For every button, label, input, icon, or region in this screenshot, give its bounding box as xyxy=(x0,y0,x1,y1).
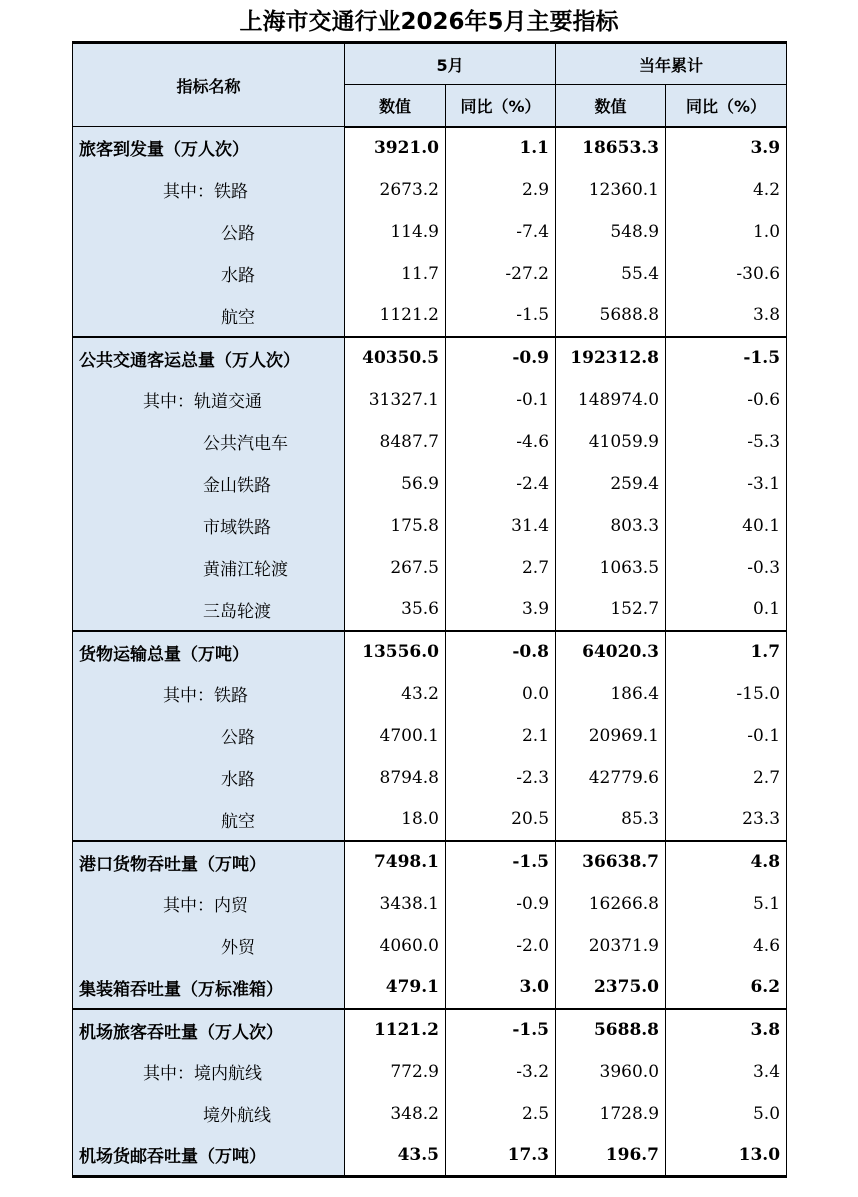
month-value: 43.2 xyxy=(345,673,446,715)
ytd-value: 1728.9 xyxy=(556,1093,666,1135)
month-yoy: 17.3 xyxy=(446,1135,556,1177)
month-value-header: 数值 xyxy=(345,85,446,127)
ytd-yoy: -0.3 xyxy=(666,547,787,589)
ytd-yoy: 2.7 xyxy=(666,757,787,799)
month-yoy: 2.5 xyxy=(446,1093,556,1135)
indicator-name: 其中：内贸 xyxy=(73,883,345,925)
table-row xyxy=(73,715,787,757)
ytd-value: 3960.0 xyxy=(556,1051,666,1093)
month-value: 1121.2 xyxy=(345,295,446,337)
month-yoy: -1.5 xyxy=(446,1009,556,1051)
month-value: 267.5 xyxy=(345,547,446,589)
ytd-yoy-header: 同比（%） xyxy=(666,85,787,127)
ytd-yoy: 4.6 xyxy=(666,925,787,967)
month-yoy: -0.8 xyxy=(446,631,556,673)
ytd-yoy: -3.1 xyxy=(666,463,787,505)
indicator-name: 其中：境内航线 xyxy=(73,1051,345,1093)
ytd-value: 20371.9 xyxy=(556,925,666,967)
ytd-value: 42779.6 xyxy=(556,757,666,799)
ytd-yoy: -15.0 xyxy=(666,673,787,715)
ytd-value: 192312.8 xyxy=(556,337,666,379)
month-value: 4060.0 xyxy=(345,925,446,967)
table-header xyxy=(73,43,787,127)
indicators-table xyxy=(72,41,787,1178)
ytd-yoy: -1.5 xyxy=(666,337,787,379)
indicator-name: 航空 xyxy=(73,295,345,337)
table-row xyxy=(73,337,787,379)
indicator-name: 机场货邮吞吐量（万吨） xyxy=(73,1135,345,1177)
month-yoy: 20.5 xyxy=(446,799,556,841)
ytd-yoy: 4.2 xyxy=(666,169,787,211)
page-title: 上海市交通行业2026年5月主要指标 xyxy=(239,9,619,35)
month-yoy: -0.9 xyxy=(446,337,556,379)
table-row xyxy=(73,169,787,211)
table-row xyxy=(73,757,787,799)
indicator-name: 外贸 xyxy=(73,925,345,967)
month-yoy: -27.2 xyxy=(446,253,556,295)
table-row xyxy=(73,421,787,463)
table-row xyxy=(73,463,787,505)
month-yoy: 2.1 xyxy=(446,715,556,757)
table-row xyxy=(73,505,787,547)
ytd-yoy: -0.1 xyxy=(666,715,787,757)
ytd-value: 20969.1 xyxy=(556,715,666,757)
ytd-yoy: 5.0 xyxy=(666,1093,787,1135)
indicator-name: 市域铁路 xyxy=(73,505,345,547)
month-value: 3921.0 xyxy=(345,127,446,169)
ytd-yoy: 3.8 xyxy=(666,1009,787,1051)
month-yoy: 2.7 xyxy=(446,547,556,589)
month-yoy: -1.5 xyxy=(446,295,556,337)
month-yoy: 3.0 xyxy=(446,967,556,1009)
ytd-value: 5688.8 xyxy=(556,295,666,337)
month-value: 40350.5 xyxy=(345,337,446,379)
table-row xyxy=(73,253,787,295)
indicator-name: 集装箱吞吐量（万标准箱） xyxy=(73,967,345,1009)
indicator-name: 金山铁路 xyxy=(73,463,345,505)
ytd-yoy: -0.6 xyxy=(666,379,787,421)
ytd-value: 152.7 xyxy=(556,589,666,631)
month-value: 4700.1 xyxy=(345,715,446,757)
ytd-yoy: 0.1 xyxy=(666,589,787,631)
table-row xyxy=(73,1135,787,1177)
ytd-value: 85.3 xyxy=(556,799,666,841)
month-value: 479.1 xyxy=(345,967,446,1009)
indicator-name: 公路 xyxy=(73,211,345,253)
month-value: 11.7 xyxy=(345,253,446,295)
month-yoy: -7.4 xyxy=(446,211,556,253)
month-value: 13556.0 xyxy=(345,631,446,673)
table-row xyxy=(73,211,787,253)
indicator-name: 黄浦江轮渡 xyxy=(73,547,345,589)
table-row xyxy=(73,925,787,967)
table-row xyxy=(73,1093,787,1135)
table-row xyxy=(73,883,787,925)
month-value: 175.8 xyxy=(345,505,446,547)
indicator-name: 其中：铁路 xyxy=(73,169,345,211)
ytd-value: 2375.0 xyxy=(556,967,666,1009)
indicator-name: 水路 xyxy=(73,253,345,295)
table-row xyxy=(73,673,787,715)
indicator-name: 货物运输总量（万吨） xyxy=(73,631,345,673)
ytd-value: 41059.9 xyxy=(556,421,666,463)
table-row xyxy=(73,547,787,589)
ytd-yoy: 23.3 xyxy=(666,799,787,841)
ytd-yoy: 3.9 xyxy=(666,127,787,169)
indicator-name: 公共汽电车 xyxy=(73,421,345,463)
table-row xyxy=(73,967,787,1009)
ytd-value: 5688.8 xyxy=(556,1009,666,1051)
ytd-value: 548.9 xyxy=(556,211,666,253)
ytd-yoy: 5.1 xyxy=(666,883,787,925)
month-value: 1121.2 xyxy=(345,1009,446,1051)
ytd-value: 259.4 xyxy=(556,463,666,505)
indicator-name: 旅客到发量（万人次） xyxy=(73,127,345,169)
ytd-yoy: 1.0 xyxy=(666,211,787,253)
month-value: 8487.7 xyxy=(345,421,446,463)
month-value: 772.9 xyxy=(345,1051,446,1093)
indicator-name: 公路 xyxy=(73,715,345,757)
month-yoy: -3.2 xyxy=(446,1051,556,1093)
month-value: 3438.1 xyxy=(345,883,446,925)
table-row xyxy=(73,1009,787,1051)
indicator-name: 水路 xyxy=(73,757,345,799)
ytd-yoy: 3.8 xyxy=(666,295,787,337)
month-value: 114.9 xyxy=(345,211,446,253)
ytd-value: 64020.3 xyxy=(556,631,666,673)
month-yoy: -4.6 xyxy=(446,421,556,463)
table-row xyxy=(73,799,787,841)
ytd-value: 16266.8 xyxy=(556,883,666,925)
month-value: 7498.1 xyxy=(345,841,446,883)
month-value: 43.5 xyxy=(345,1135,446,1177)
indicator-name: 境外航线 xyxy=(73,1093,345,1135)
table-row xyxy=(73,295,787,337)
month-yoy: -2.0 xyxy=(446,925,556,967)
ytd-yoy: 6.2 xyxy=(666,967,787,1009)
indicator-name: 其中：轨道交通 xyxy=(73,379,345,421)
ytd-yoy: -30.6 xyxy=(666,253,787,295)
ytd-value: 186.4 xyxy=(556,673,666,715)
ytd-yoy: 4.8 xyxy=(666,841,787,883)
ytd-value: 36638.7 xyxy=(556,841,666,883)
month-value: 8794.8 xyxy=(345,757,446,799)
month-yoy: 3.9 xyxy=(446,589,556,631)
indicator-name-header: 指标名称 xyxy=(73,43,345,127)
month-yoy: -2.4 xyxy=(446,463,556,505)
indicator-name: 航空 xyxy=(73,799,345,841)
indicator-name: 机场旅客吞吐量（万人次） xyxy=(73,1009,345,1051)
table-row xyxy=(73,841,787,883)
ytd-value: 148974.0 xyxy=(556,379,666,421)
ytd-value: 803.3 xyxy=(556,505,666,547)
ytd-value: 18653.3 xyxy=(556,127,666,169)
month-value: 35.6 xyxy=(345,589,446,631)
month-yoy: 31.4 xyxy=(446,505,556,547)
indicator-name: 三岛轮渡 xyxy=(73,589,345,631)
month-yoy: 0.0 xyxy=(446,673,556,715)
ytd-value: 55.4 xyxy=(556,253,666,295)
month-yoy-header: 同比（%） xyxy=(446,85,556,127)
ytd-value: 12360.1 xyxy=(556,169,666,211)
month-yoy: -0.9 xyxy=(446,883,556,925)
month-value: 18.0 xyxy=(345,799,446,841)
ytd-group-header: 当年累计 xyxy=(556,43,787,85)
table-row xyxy=(73,1051,787,1093)
month-value: 348.2 xyxy=(345,1093,446,1135)
indicator-name: 港口货物吞吐量（万吨） xyxy=(73,841,345,883)
month-value: 56.9 xyxy=(345,463,446,505)
month-value: 31327.1 xyxy=(345,379,446,421)
ytd-value-header: 数值 xyxy=(556,85,666,127)
indicator-name: 公共交通客运总量（万人次） xyxy=(73,337,345,379)
table-row xyxy=(73,379,787,421)
ytd-yoy: 1.7 xyxy=(666,631,787,673)
ytd-yoy: 40.1 xyxy=(666,505,787,547)
month-yoy: -2.3 xyxy=(446,757,556,799)
ytd-yoy: -5.3 xyxy=(666,421,787,463)
month-yoy: 1.1 xyxy=(446,127,556,169)
month-value: 2673.2 xyxy=(345,169,446,211)
table-row xyxy=(73,589,787,631)
ytd-value: 1063.5 xyxy=(556,547,666,589)
table-row xyxy=(73,631,787,673)
ytd-value: 196.7 xyxy=(556,1135,666,1177)
ytd-yoy: 13.0 xyxy=(666,1135,787,1177)
month-yoy: -0.1 xyxy=(446,379,556,421)
month-yoy: 2.9 xyxy=(446,169,556,211)
month-group-header: 5月 xyxy=(345,43,556,85)
ytd-yoy: 3.4 xyxy=(666,1051,787,1093)
indicator-name: 其中：铁路 xyxy=(73,673,345,715)
table-row xyxy=(73,127,787,169)
month-yoy: -1.5 xyxy=(446,841,556,883)
